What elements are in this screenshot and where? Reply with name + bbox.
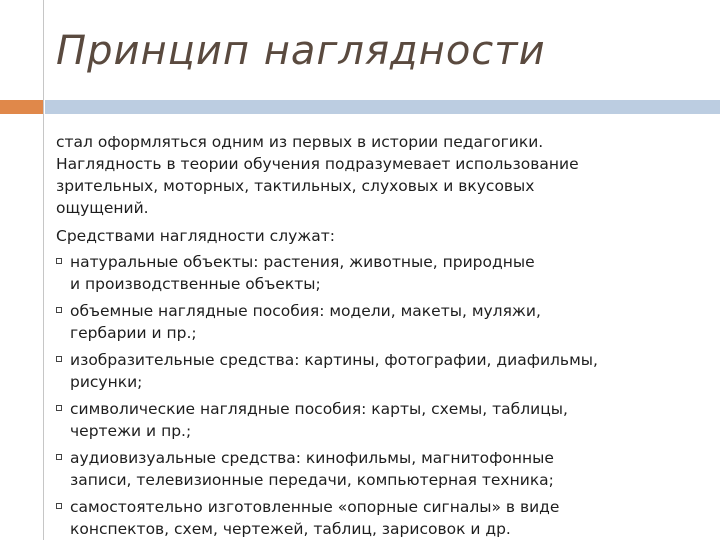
vertical-divider bbox=[43, 0, 44, 540]
square-bullet-icon bbox=[56, 503, 62, 509]
intro-line: Наглядность в теории обучения подразумевает использование bbox=[56, 155, 579, 173]
list-item-line: самостоятельно изготовленные «опорные сигналы» в виде bbox=[70, 498, 560, 516]
list-item-line: объемные наглядные пособия: модели, макеты, муляжи, bbox=[70, 302, 541, 320]
square-bullet-icon bbox=[56, 258, 62, 264]
square-bullet-icon bbox=[56, 405, 62, 411]
list-item bbox=[56, 398, 706, 442]
accent-bar-blue bbox=[45, 100, 720, 114]
square-bullet-icon bbox=[56, 454, 62, 460]
list-item bbox=[56, 496, 706, 540]
list-item-line: символические наглядные пособия: карты, схемы, таблицы, bbox=[70, 400, 568, 418]
list-item-line: конспектов, схем, чертежей, таблиц, зарисовок и др. bbox=[70, 520, 511, 538]
accent-bar-orange bbox=[0, 100, 43, 114]
slide-title: Принцип наглядности bbox=[56, 28, 546, 74]
intro-line: стал оформляться одним из первых в истории педагогики. bbox=[56, 133, 544, 151]
slide-body bbox=[56, 131, 706, 545]
list-item-line: натуральные объекты: растения, животные, природные bbox=[70, 253, 535, 271]
list-item-line: изобразительные средства: картины, фотографии, диафильмы, bbox=[70, 351, 598, 369]
square-bullet-icon bbox=[56, 307, 62, 313]
list-item-line: рисунки; bbox=[70, 373, 143, 391]
list-item bbox=[56, 300, 706, 344]
square-bullet-icon bbox=[56, 356, 62, 362]
intro-line: зрительных, моторных, тактильных, слуховых и вкусовых bbox=[56, 177, 535, 195]
intro-line: ощущений. bbox=[56, 199, 149, 217]
means-list bbox=[56, 251, 706, 540]
list-item-line: записи, телевизионные передачи, компьютерная техника; bbox=[70, 471, 554, 489]
list-item bbox=[56, 349, 706, 393]
list-item-line: и производственные объекты; bbox=[70, 275, 321, 293]
means-heading: Средствами наглядности служат: bbox=[56, 227, 335, 245]
list-item-line: гербарии и пр.; bbox=[70, 324, 197, 342]
list-item bbox=[56, 447, 706, 491]
intro-paragraph bbox=[56, 131, 706, 219]
list-item-line: аудиовизуальные средства: кинофильмы, магнитофонные bbox=[70, 449, 554, 467]
list-item bbox=[56, 251, 706, 295]
list-item-line: чертежи и пр.; bbox=[70, 422, 192, 440]
